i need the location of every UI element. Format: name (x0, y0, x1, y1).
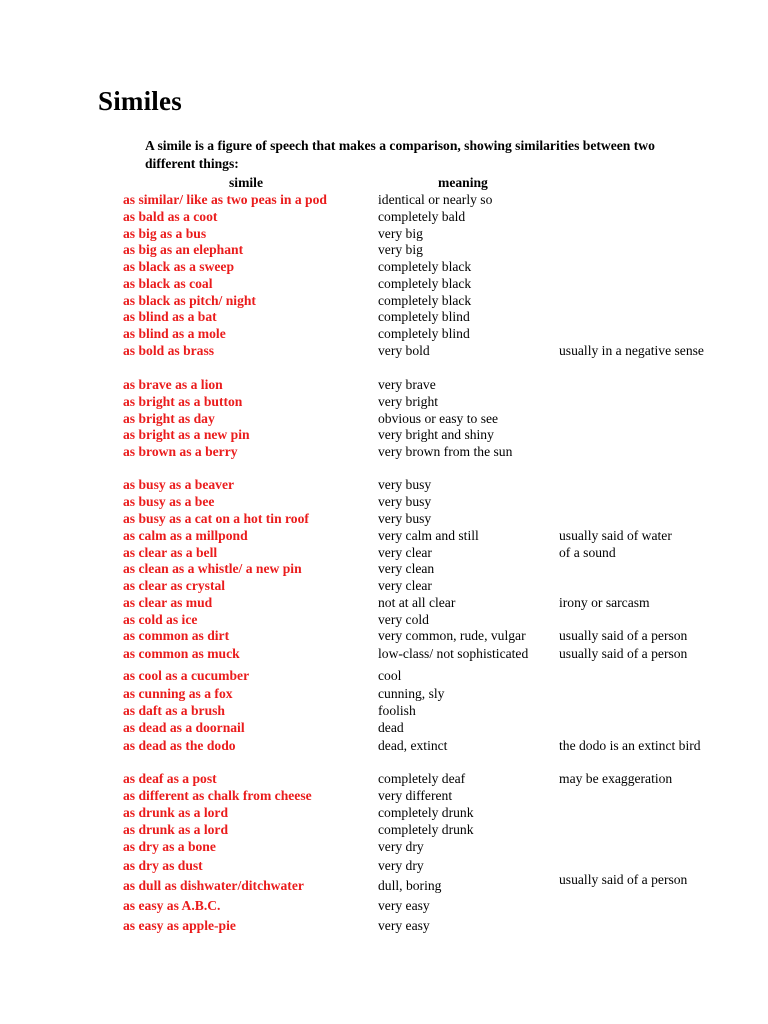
meaning-cell: very easy (378, 918, 430, 933)
simile-cell: as clean as a whistle/ a new pin (123, 561, 302, 576)
meaning-cell: completely black (378, 276, 472, 291)
meaning-cell: very dry (378, 858, 424, 873)
simile-cell: as busy as a beaver (123, 477, 235, 492)
meaning-cell: very busy (378, 477, 432, 492)
meaning-cell: cool (378, 668, 402, 683)
simile-cell: as brave as a lion (123, 377, 223, 392)
meaning-cell: completely drunk (378, 822, 474, 837)
meaning-cell: completely deaf (378, 771, 466, 786)
meaning-cell: completely blind (378, 309, 470, 324)
note-cell: of a sound (559, 545, 616, 560)
note-cell: the dodo is an extinct bird (559, 738, 701, 753)
column-header-simile: simile (229, 175, 263, 190)
meaning-cell: very bright (378, 394, 439, 409)
meaning-cell: very big (378, 226, 423, 241)
meaning-cell: completely drunk (378, 805, 474, 820)
meaning-cell: very brave (378, 377, 436, 392)
meaning-cell: obvious or easy to see (378, 411, 499, 426)
meaning-cell: completely black (378, 293, 472, 308)
simile-cell: as bright as day (123, 411, 215, 426)
simile-cell: as drunk as a lord (123, 822, 229, 837)
meaning-cell: low-class/ not sophisticated (378, 646, 529, 661)
simile-cell: as dry as a bone (123, 839, 216, 854)
meaning-cell: very big (378, 242, 423, 257)
simile-cell: as bright as a button (123, 394, 243, 409)
meaning-cell: very clear (378, 578, 432, 593)
meaning-cell: dead (378, 720, 404, 735)
note-cell: usually said of water (559, 528, 672, 543)
intro-text: A simile is a figure of speech that makes a comparison, showing similarities between two different things: (145, 138, 655, 171)
meaning-cell: completely bald (378, 209, 466, 224)
meaning-cell: very bold (378, 343, 430, 358)
note-cell: usually said of a person (559, 646, 688, 661)
note-cell: usually said of a person (559, 628, 688, 643)
simile-cell: as similar/ like as two peas in a pod (123, 192, 327, 207)
simile-cell: as dry as dust (123, 858, 203, 873)
simile-cell: as deaf as a post (123, 771, 217, 786)
meaning-cell: very busy (378, 494, 432, 509)
simile-cell: as dead as the dodo (123, 738, 236, 753)
meaning-cell: very easy (378, 898, 430, 913)
simile-cell: as blind as a mole (123, 326, 226, 341)
meaning-cell: foolish (378, 703, 416, 718)
simile-cell: as blind as a bat (123, 309, 217, 324)
meaning-cell: very clear (378, 545, 432, 560)
simile-cell: as cool as a cucumber (123, 668, 250, 683)
page-title: Similes (98, 86, 182, 116)
note-cell: irony or sarcasm (559, 595, 650, 610)
simile-cell: as cold as ice (123, 612, 198, 627)
meaning-cell: very brown from the sun (378, 444, 513, 459)
meaning-cell: identical or nearly so (378, 192, 493, 207)
meaning-cell: very cold (378, 612, 429, 627)
meaning-cell: very common, rude, vulgar (378, 628, 526, 643)
simile-cell: as black as a sweep (123, 259, 235, 274)
simile-cell: as big as a bus (123, 226, 207, 241)
simile-cell: as drunk as a lord (123, 805, 229, 820)
simile-cell: as bold as brass (123, 343, 215, 358)
simile-cell: as calm as a millpond (123, 528, 248, 543)
simile-cell: as clear as crystal (123, 578, 226, 593)
meaning-cell: very busy (378, 511, 432, 526)
simile-cell: as different as chalk from cheese (123, 788, 312, 803)
simile-cell: as brown as a berry (123, 444, 238, 459)
note-cell: usually said of a person (559, 872, 688, 887)
meaning-cell: completely blind (378, 326, 470, 341)
simile-cell: as bald as a coot (123, 209, 218, 224)
simile-cell: as dead as a doornail (123, 720, 245, 735)
meaning-cell: very bright and shiny (378, 427, 494, 442)
simile-cell: as common as muck (123, 646, 240, 661)
simile-cell: as easy as A.B.C. (123, 898, 221, 913)
simile-cell: as big as an elephant (123, 242, 244, 257)
note-cell: usually in a negative sense (559, 343, 704, 358)
simile-cell: as cunning as a fox (123, 686, 233, 701)
simile-cell: as busy as a bee (123, 494, 215, 509)
meaning-cell: not at all clear (378, 595, 456, 610)
meaning-cell: dead, extinct (378, 738, 448, 753)
simile-cell: as busy as a cat on a hot tin roof (123, 511, 309, 526)
meaning-cell: completely black (378, 259, 472, 274)
simile-cell: as black as pitch/ night (123, 293, 256, 308)
simile-cell: as common as dirt (123, 628, 230, 643)
simile-cell: as bright as a new pin (123, 427, 250, 442)
meaning-cell: dull, boring (378, 878, 442, 893)
simile-cell: as black as coal (123, 276, 213, 291)
simile-cell: as daft as a brush (123, 703, 225, 718)
simile-cell: as clear as a bell (123, 545, 218, 560)
meaning-cell: very calm and still (378, 528, 479, 543)
simile-cell: as dull as dishwater/ditchwater (123, 878, 304, 893)
simile-cell: as clear as mud (123, 595, 213, 610)
meaning-cell: very different (378, 788, 453, 803)
note-cell: may be exaggeration (559, 771, 673, 786)
meaning-cell: very dry (378, 839, 424, 854)
meaning-cell: cunning, sly (378, 686, 445, 701)
simile-cell: as easy as apple-pie (123, 918, 236, 933)
column-header-meaning: meaning (438, 175, 488, 190)
meaning-cell: very clean (378, 561, 435, 576)
